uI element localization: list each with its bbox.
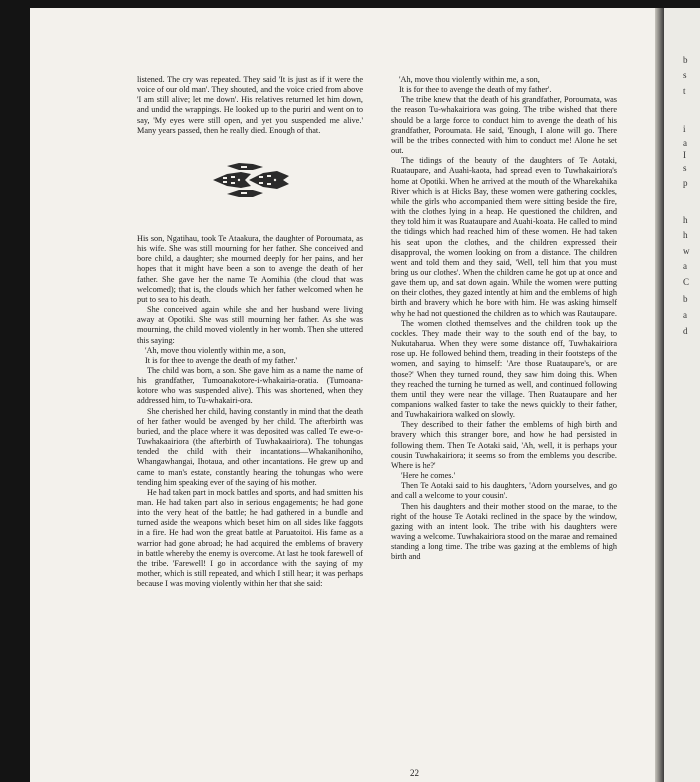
adjacent-page-glyph: b <box>683 55 688 65</box>
adjacent-page-glyph: i <box>683 124 686 134</box>
adjacent-page-glyph: a <box>683 261 687 271</box>
adjacent-page-glyph: h <box>683 230 688 240</box>
decorative-fish-ornament-icon <box>205 158 295 202</box>
adjacent-page-glyph: a <box>683 138 687 148</box>
right-paragraph-5: 'Here he comes.' <box>401 471 456 481</box>
left-paragraph-3: The child was born, a son. She gave him as a name the name of his grandfather, Tumoanakotore-i-whakairia-oratia. (Tumoana-kotore who was suspended alive). This was shortened, when they addressed him, to Tu-whakairi-ora. <box>137 365 363 406</box>
adjacent-page-glyph: a <box>683 310 687 320</box>
left-column <box>137 75 363 589</box>
adjacent-page-glyph: C <box>683 277 690 287</box>
right-paragraph-3: The women clothed themselves and the children took up the cockles. They made their way to the south end of the bay, to Nukutaharua. When they were some distance off, Tuwhakairiora rose up. He followed behind them, treading in their footsteps of the women, and saying to himself: 'Are those Ruataupare's, or are those?' When they turned round, they saw him doing this. When they reached the turning he turned as well, and continued following them until they were near the village. Then Ruataupare and her companions walked faster to take the news quickly to their father, and Tuwhakairiora walked on slowly. <box>391 318 617 420</box>
left-paragraph-5: He had taken part in mock battles and sports, and had smitten his man. He had taken part also in serious engagements; he had gone into the very heat of the battle; he had gathered in a bundle and turned aside the weapons which beset him on all sides like faggots in a fire. He had won the great battle at Paruatoitoi. His fame as a warrior had gone abroad; he had acquired the emblems of bravery in battle whereby the enemy is overcome. At last he took farewell of the tribe. 'Farewell! I go in accordance with the saying of my mother, which is still repeated, and which I still hear; it was perhaps because I was moving violently within her that she said: <box>137 487 363 589</box>
right-paragraph-1: The tribe knew that the death of his grandfather, Poroumata, was the reason Tu-whakairiora was going. The tribe wished that there should be a large force to conduct him to avenge the death of his grandfather, Poroumata. He said, 'Enough, I alone will go. There will be the tribes connected with him to conduct me! Alone he set out. <box>391 95 617 156</box>
left-top-paragraph: listened. The cry was repeated. They said 'It is just as if it were the voice of our old man'. They shouted, and the voice cried from above 'I am still alive; let me down'. His relatives returned let him down, and undid the wrappings. He looked up to the puriri and went on to say, 'My eyes were still open, and yet you suspended me alive.' Many years passed, then he really died. Enough of that. <box>137 75 363 135</box>
left-paragraph-1: His son, Ngatihau, took Te Ataakura, the daughter of Poroumata, as his wife. She was still mourning for her father. She conceived and bore child, a daughter; she mourned deeply for her pains, and her hopes that it might have been a son to avenge the death of her father. She gave her the name Te Aomihia (the cloud that was welcomed); that is, the clouds which her father welcomed when he put to sea to his death. <box>137 233 363 304</box>
right-verse-line-2: It is for thee to avenge the death of my father'. <box>399 85 552 95</box>
adjacent-page-glyph: h <box>683 215 688 225</box>
right-paragraph-6: Then Te Aotaki said to his daughters, 'Adorn yourselves, and go and call a welcome to your cousin'. <box>391 481 617 501</box>
left-paragraph-4: She cherished her child, having constantly in mind that the death of her father would be avenged by her child. The afterbirth was buried, and the place where it was deposited was called Te ewe-o-Tuwhakaairiora (the afterbirth of Tuwhakaairiora). The tohungas tended the child with their incantations—Whakanihoniho, Whangawhangai, Ihotaua, and other incantations. He grew up and came to man's estate, constantly hearing the tohungas who were tending him speaking ever of the saying of his mother. <box>137 406 363 487</box>
adjacent-page-glyph: d <box>683 326 688 336</box>
adjacent-page-glyph: b <box>683 294 688 304</box>
section-ornament <box>137 150 363 210</box>
right-verse-line-1: 'Ah, move thou violently within me, a son, <box>399 75 540 84</box>
right-paragraph-7: Then his daughters and their mother stood on the marae, to the right of the house Te Aotaki reclined in the space by the window, gazing with an intent look. The tribe with his daughters were waving a welcome. Tuwhakairiora stood on the marae and remained standing a long time. The tribe was gazing at the emblems of high birth and <box>391 501 617 562</box>
book-page <box>30 8 660 782</box>
right-paragraph-4: They described to their father the emblems of high birth and bravery which this stranger bore, and how he had persisted in following them. Then Te Aotaki said, 'Ah, well, it is perhaps your cousin Tuwhakairiora; it seems so from the emblems you describe. Where is he?' <box>391 420 617 470</box>
adjacent-page-strip <box>664 8 700 782</box>
adjacent-page-glyph: t <box>683 86 686 96</box>
page-number: 22 <box>410 768 419 778</box>
adjacent-page-glyph: w <box>683 246 690 256</box>
adjacent-page-glyph: I <box>683 150 686 160</box>
adjacent-page-glyph: s <box>683 163 687 173</box>
left-paragraph-2: She conceived again while she and her husband were living away at Opotiki. She was still mourning her father. As she was mourning, the child moved violently in her womb. Then she uttered this saying: <box>137 305 363 345</box>
left-verse-line-1: 'Ah, move thou violently within me, a son, <box>145 345 286 355</box>
left-verse-line-2: It is for thee to avenge the death of my father.' <box>145 355 297 365</box>
adjacent-page-glyph: p <box>683 178 688 188</box>
adjacent-page-glyph: s <box>683 70 687 80</box>
right-paragraph-2: The tidings of the beauty of the daughters of Te Aotaki, Ruataupare, and Auahi-kaota, had spread even to Tuwhakairiora's home at Opotiki. When he arrived at the mouth of the Wharekahika River which is at Hicks Bay, these women were gathering cockles, while the girls who accompanied them were sitting beside the fire, with the clothes lying in a heap. He questioned the children, and they told him it was Ruataupare and Auahi-koata. He called to mind the tidings which had reached him of these women. He had taken his seat upon the clothes, and the children expressed their disapproval, the women looking on from a distance. The children went and told them and they said, 'Well, tell him that you must bring us our clothes'. When the children came he got up at once and gave them up, and sat down again. While the women were putting on their clothes, they gazed intently at him and the emblems of high birth and bravery which he bore with him. He was asking himself why he had not questioned the children as to which was Rautaupare. <box>391 156 617 318</box>
right-column <box>391 75 617 563</box>
